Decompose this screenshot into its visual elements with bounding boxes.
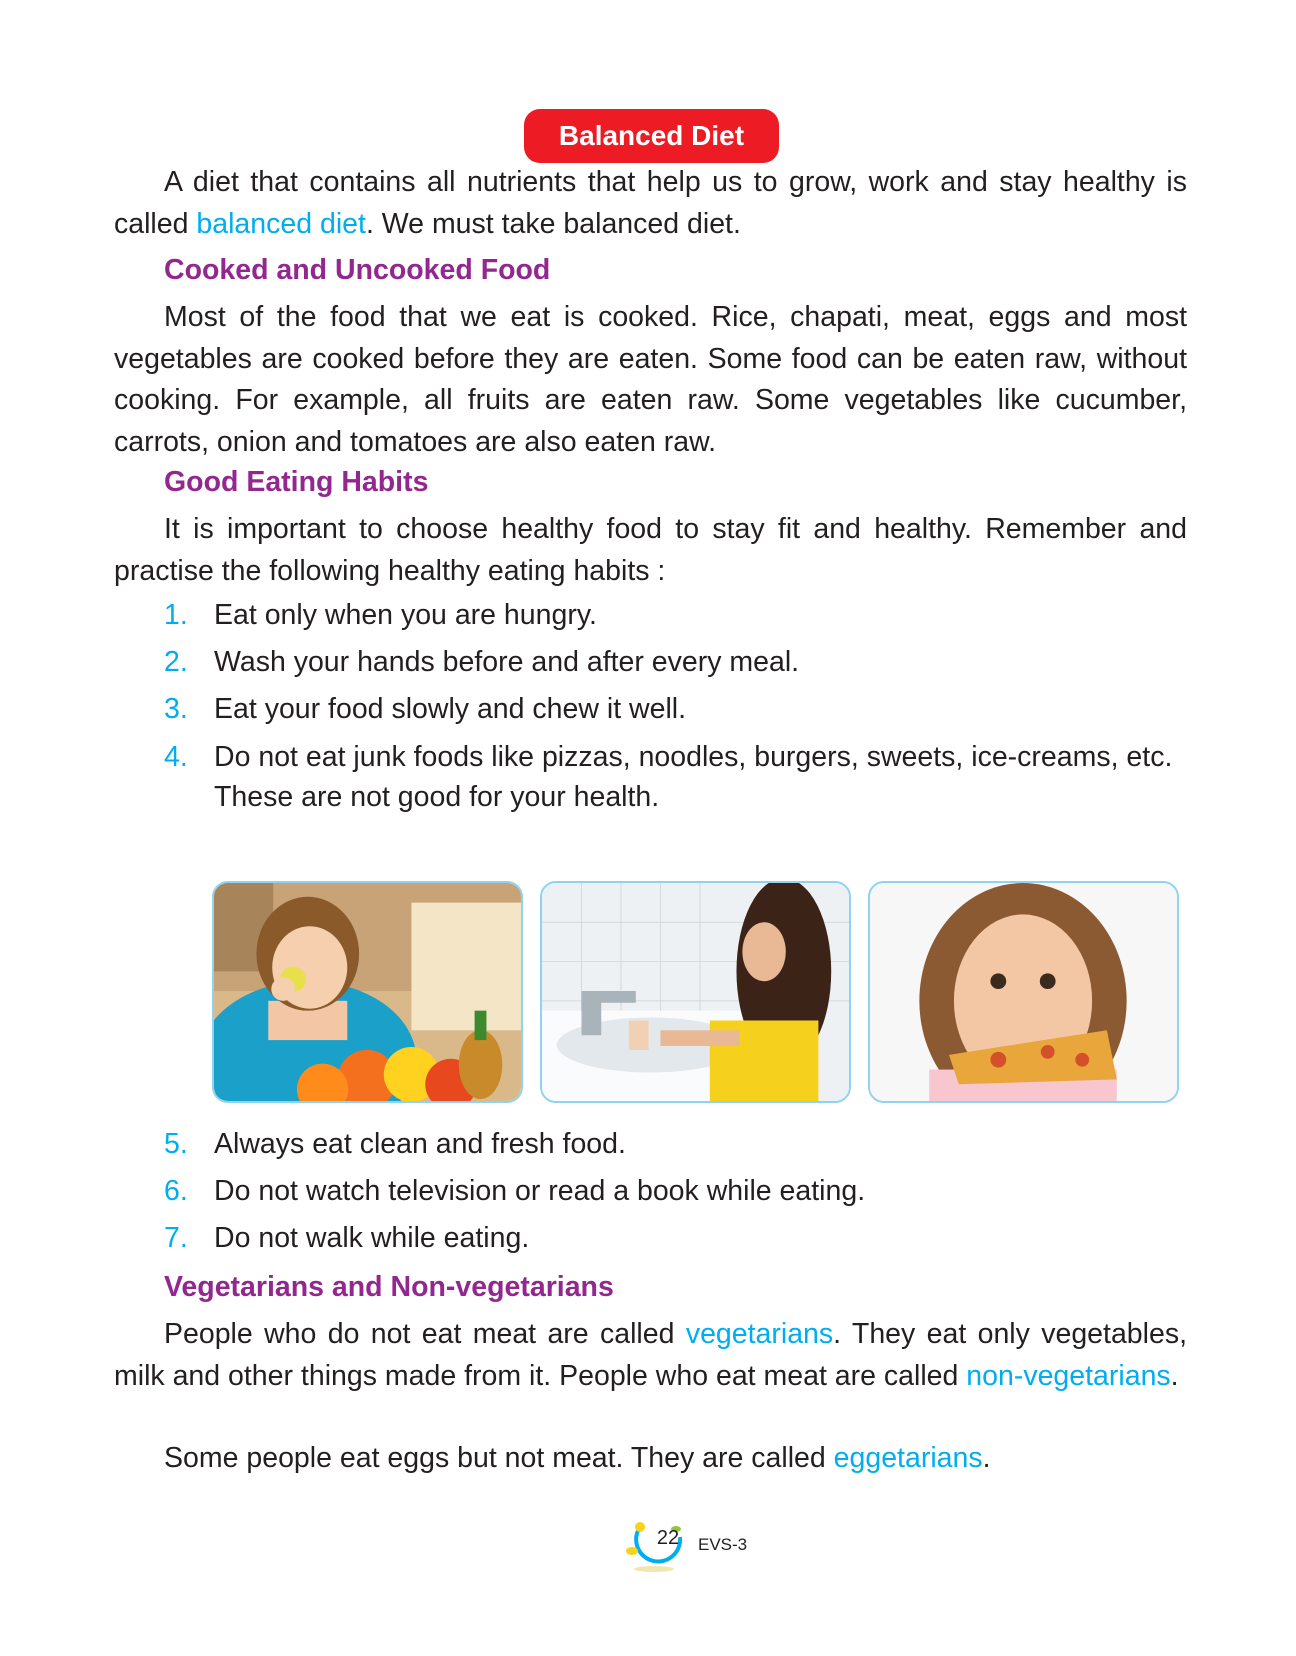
eggetarians-paragraph [114,1438,1187,1480]
list-item [164,686,1194,733]
cooked-paragraph: Most of the food that we eat is cooked. Rice, chapati, meat, eggs and most vegetables are cooked before they are eaten. Some food can be eaten raw, without cooking. For example, all fruits are eaten raw. Some vegetables like cucumber, carrots, onion and tomatoes are also eaten raw. [114,301,1187,458]
heading-good-eating-habits: Good Eating Habits [164,466,429,498]
veg-text: . They eat only vegetables, milk and other things made from it. People who eat meat are called [114,1318,1188,1392]
intro-text-end: . We must take balanced diet. [365,207,741,240]
list-item [164,1121,1194,1168]
list-number: 7. [164,1222,188,1254]
list-text: Eat only when you are hungry. [214,599,597,631]
list-item [164,592,1194,639]
heading-vegetarians: Vegetarians and Non-vegetarians [164,1271,614,1303]
photo-girl-washing-hands [540,881,851,1103]
list-item [164,1168,1194,1215]
list-number: 5. [164,1128,188,1160]
intro-text: A diet that contains all nutrients that help us to grow, work and stay healthy is called [114,166,1187,240]
list-item [164,1215,1194,1262]
photo-girl-eating-apple [212,881,523,1103]
habits-list-part1 [164,592,1194,817]
list-number: 6. [164,1175,188,1207]
heading-cooked-uncooked: Cooked and Uncooked Food [164,254,551,286]
vegetarians-paragraph [114,1314,1187,1397]
term-balanced-diet: balanced diet [196,207,366,240]
list-number: 2. [164,646,188,678]
page-title-text: Balanced Diet [558,120,745,151]
list-number: 4. [164,741,188,773]
list-text: Eat your food slowly and chew it well. [214,693,687,725]
egg-text: . [982,1442,991,1474]
list-number: 1. [164,599,188,631]
list-text: Wash your hands before and after every meal. [214,646,800,678]
page-footer [610,1515,760,1575]
habits-list-part2 [164,1121,1194,1262]
page-title [524,109,779,163]
photo-girl-eating-pizza [868,881,1179,1103]
list-text: Do not eat junk foods like pizzas, noodles, burgers, sweets, ice-creams, etc. These are not good for your health. [214,741,1173,813]
habits-paragraph: It is important to choose healthy food to stay fit and healthy. Remember and practise the following healthy eating habits : [114,513,1187,587]
list-number: 3. [164,693,188,725]
list-text: Always eat clean and fresh food. [214,1128,626,1160]
term-non-vegetarians: non-vegetarians [966,1359,1171,1392]
term-vegetarians: vegetarians [685,1318,834,1350]
veg-text: . [1170,1359,1179,1392]
term-eggetarians: eggetarians [833,1442,983,1474]
book-code: EVS-3 [698,1535,748,1554]
list-text: Do not watch television or read a book while eating. [214,1175,866,1207]
intro-paragraph [114,162,1187,245]
list-item [164,733,1194,817]
egg-text: Some people eat eggs but not meat. They are called [164,1442,834,1474]
veg-text: People who do not eat meat are called [164,1318,686,1350]
page-number: 22 [656,1527,680,1549]
list-text: Do not walk while eating. [214,1222,530,1254]
list-item [164,639,1194,686]
